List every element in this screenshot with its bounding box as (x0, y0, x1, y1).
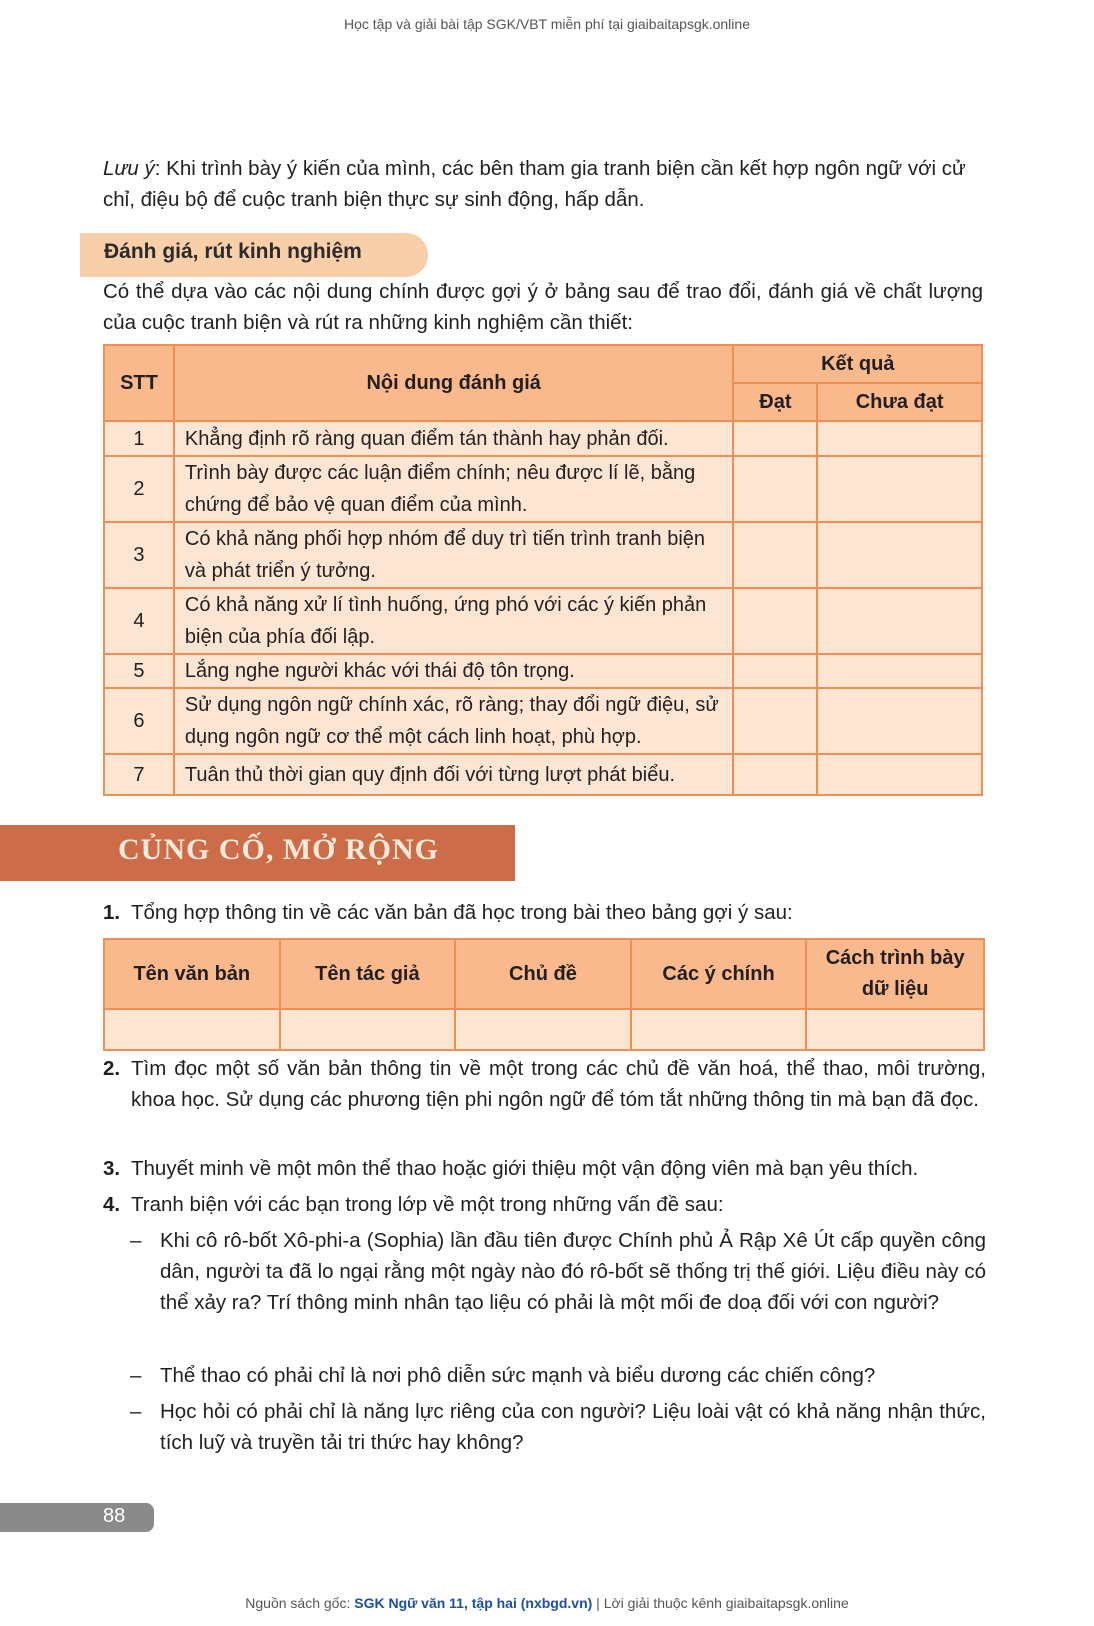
table-row (104, 522, 982, 588)
row-text: Có khả năng xử lí tình huống, ứng phó với các ý kiến phản biện của phía đối lập. (174, 588, 734, 654)
table-row (104, 588, 982, 654)
bullet-text: Học hỏi có phải chỉ là năng lực riêng của con người? Liệu loài vật có khả năng nhận thức, tích luỹ và truyền tải tri thức hay không? (160, 1400, 986, 1454)
summary-table (103, 938, 985, 1051)
pass-cell (733, 688, 817, 754)
fail-cell (817, 654, 982, 688)
section-tag: Đánh giá, rút kinh nghiệm (104, 240, 362, 263)
row-number: 1 (104, 421, 174, 456)
row-number: 2 (104, 456, 174, 522)
col-content: Nội dung đánh giá (174, 345, 734, 421)
bullet-text: Khi cô rô-bốt Xô-phi-a (Sophia) lần đầu tiên được Chính phủ Ả Rập Xê Út cấp quyền công dân, người ta đã lo ngại rằng một ngày nào đó rô-bốt sẽ thống trị thế giới. Liệu điều này có thể xảy ra? Trí thông minh nhân tạo liệu có phải là một mối đe doạ đối với con người? (160, 1229, 986, 1314)
footer-prefix: Nguồn sách gốc: (245, 1595, 355, 1611)
question-text: Thuyết minh về một môn thể thao hoặc giới thiệu một vận động viên mà bạn yêu thích. (131, 1157, 919, 1180)
question-4 (103, 1189, 991, 1220)
pass-cell (733, 654, 817, 688)
question-text: Tranh biện với các bạn trong lớp về một trong những vấn đề sau: (131, 1193, 724, 1216)
row-number: 3 (104, 522, 174, 588)
row-number: 7 (104, 754, 174, 795)
row-text: Tuân thủ thời gian quy định đối với từng lượt phát biểu. (174, 754, 734, 795)
page-number-tab (0, 1503, 154, 1532)
col-author: Tên tác giả (280, 939, 456, 1009)
row-text: Khẳng định rõ ràng quan điểm tán thành hay phản đối. (174, 421, 734, 456)
fail-cell (817, 754, 982, 795)
evaluation-table (103, 344, 983, 796)
footer-source-link[interactable]: SGK Ngữ văn 11, tập hai (nxbgd.vn) (354, 1595, 593, 1611)
note-label: Lưu ý (103, 157, 155, 180)
table-row (104, 654, 982, 688)
row-text: Lắng nghe người khác với thái độ tôn trọng. (174, 654, 734, 688)
question-text: Tổng hợp thông tin về các văn bản đã học trong bài theo bảng gợi ý sau: (131, 901, 793, 924)
table-row (104, 754, 982, 795)
pass-cell (733, 456, 817, 522)
bullet-dash: – (130, 1364, 142, 1387)
row-number: 6 (104, 688, 174, 754)
row-text: Trình bày được các luận điểm chính; nêu được lí lẽ, bằng chứng để bảo vệ quan điểm của mình. (174, 456, 734, 522)
pass-cell (733, 522, 817, 588)
table-row (104, 688, 982, 754)
col-topic: Chủ đề (455, 939, 631, 1009)
col-data-presentation: Cách trình bày dữ liệu (806, 939, 984, 1009)
question-number: 2. (103, 1057, 121, 1080)
empty-cell (455, 1009, 631, 1050)
row-text: Có khả năng phối hợp nhóm để duy trì tiến trình tranh biện và phát triển ý tưởng. (174, 522, 734, 588)
table-row (104, 1009, 984, 1050)
col-pass: Đạt (733, 383, 817, 421)
section-banner-title: CỦNG CỐ, MỞ RỘNG (118, 833, 439, 866)
col-fail: Chưa đạt (817, 383, 982, 421)
empty-cell (104, 1009, 280, 1050)
list-item (130, 1360, 986, 1391)
question-3 (103, 1153, 991, 1184)
pass-cell (733, 588, 817, 654)
question-number: 3. (103, 1157, 121, 1180)
question-2 (103, 1053, 986, 1115)
bullet-text: Thể thao có phải chỉ là nơi phô diễn sức mạnh và biểu dương các chiến công? (160, 1364, 876, 1387)
fail-cell (817, 421, 982, 456)
pass-cell (733, 421, 817, 456)
pass-cell (733, 754, 817, 795)
col-text-name: Tên văn bản (104, 939, 280, 1009)
bullet-dash: – (130, 1400, 142, 1423)
row-number: 4 (104, 588, 174, 654)
empty-cell (631, 1009, 807, 1050)
col-stt: STT (104, 345, 174, 421)
fail-cell (817, 588, 982, 654)
question-1 (103, 897, 991, 928)
page-header: Học tập và giải bài tập SGK/VBT miễn phí tại giaibaitapsgk.online (344, 16, 750, 32)
question-number: 4. (103, 1193, 121, 1216)
list-item (130, 1225, 986, 1318)
table-row (104, 421, 982, 456)
empty-cell (280, 1009, 456, 1050)
page-footer (0, 1595, 1094, 1611)
intro-paragraph: Có thể dựa vào các nội dung chính được gợi ý ở bảng sau để trao đổi, đánh giá về chất lượng của cuộc tranh biện và rút ra những kinh nghiệm cần thiết: (103, 280, 983, 334)
fail-cell (817, 688, 982, 754)
question-text: Tìm đọc một số văn bản thông tin về một trong các chủ đề văn hoá, thể thao, môi trường, khoa học. Sử dụng các phương tiện phi ngôn ngữ để tóm tắt những thông tin mà bạn đã đọc. (131, 1057, 986, 1111)
table-row (104, 456, 982, 522)
fail-cell (817, 522, 982, 588)
list-item (130, 1396, 986, 1458)
footer-suffix: | Lời giải thuộc kênh giaibaitapsgk.online (592, 1595, 849, 1611)
page-number: 88 (103, 1505, 126, 1527)
note-paragraph (103, 153, 983, 215)
col-result: Kết quả (733, 345, 982, 383)
question-number: 1. (103, 901, 121, 924)
fail-cell (817, 456, 982, 522)
empty-cell (806, 1009, 984, 1050)
row-number: 5 (104, 654, 174, 688)
bullet-dash: – (130, 1229, 142, 1252)
row-text: Sử dụng ngôn ngữ chính xác, rõ ràng; thay đổi ngữ điệu, sử dụng ngôn ngữ cơ thể một cách linh hoạt, phù hợp. (174, 688, 734, 754)
col-main-ideas: Các ý chính (631, 939, 807, 1009)
note-text: : Khi trình bày ý kiến của mình, các bên tham gia tranh biện cần kết hợp ngôn ngữ với cử chỉ, điệu bộ để cuộc tranh biện thực sự sinh động, hấp dẫn. (103, 157, 966, 211)
